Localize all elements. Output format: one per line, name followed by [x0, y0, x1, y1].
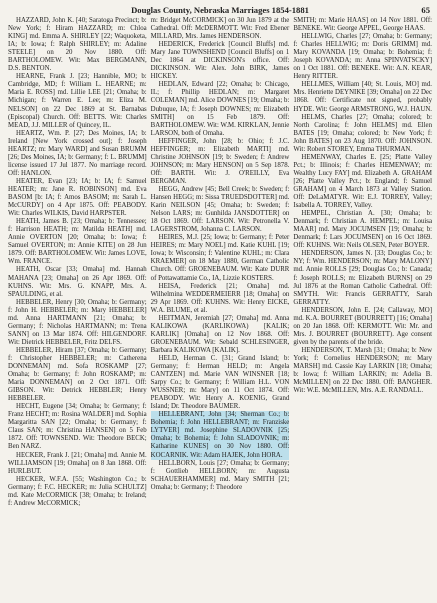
column-left — [8, 17, 147, 508]
marriage-entry: HEMENWAY, Charles E. [25; Platte Valley Pct.; b: Illinois; f: Charles HEMENWAY; m: Wealthy Lucy FAY] md. Elizabeth A. GRAHAM [26; Platte Valley Pct.; b: England; f: Samuel GRAHAM] on 4 March 1873 at Valley Station. Off: DeLaMATYR. Wit: E.J. TORREY, Valley; Isabella A. TORREY, Valley. — [293, 153, 433, 210]
marriage-entry: HELLWIG, Charles [27; Omaha; b: Germany; f: Charles HELLWIG; m: Doris GRIMM] md. Mary KOVANDA [19; Omaha; b: Bohemia; f: Joseph KOVANDA; m: Anna SPINVATSCKY] on 1 Oct 1881. Off: BENEKE. Wit: A.N. KEAR, Henry RITTER. — [293, 33, 433, 81]
marriage-entry: HAZZARD, John K. [40; Saratoga Precinct; b: New York; f: Hiram HAZZARD; m: Chloa KING] md. Emma A. SHIRLEY [22; Waquoketa, IA; b: Iowa; f: Ralph SHIRLEY; m: Adaline STEELE] on 20 Nov 1880. Off: BARTHOLOMEW. Wit: Max BERGMANN, D.S. BENTON. — [8, 17, 147, 73]
marriage-entry: HEATH, Oscar [33; Omaha] md. Hannah MAHANA [23; Omaha] on 26 Apr 1869. Off: KUHNS. Wit: Mrs. G. KNAPP, Mrs. A. SPAULDING, et al. — [8, 266, 147, 298]
marriage-entry: HENDERSON, James N. [33; Douglas Co.; b: NY; f: Wm. HENDERSON; m: Mary MALONY] md. Annie ROLLS [29; Douglas Co.; b: Canada; f: Joseph ROLLS; m: Elizabeth BURNS] on 29 Jul 1876 at the Roman Catholic Cathedral. Off: SMYTH. Wit: Francis GERRATTY, Sarah GERRATTY. — [293, 250, 433, 306]
highlighted-marriage-entry: HELLEBRANT, John [34; Sherman Co.; b: Bohemia; f: John HELLEBRANT; m: Franziske LYTVER] md. Josephine SLADOVNIK [25; Omaha; b: Bohemia; f: John SLADOVNIK; m: Katharine KUNES] on 30 Nov 1880. Off: KOCARNIK. Wit: Adam HAJEK, John HORA. — [150, 411, 290, 459]
marriage-entry: HEDERICK, Frederick [Council Bluffs] md. Mary Jane TOWNSHEND [Council Bluffs] on 1 Dec 1864 at DICKINSON's office. Off: DICKINSON. Wit: Alex. John BIRK, James HICKEY. — [150, 41, 290, 81]
marriage-entry: HEITMAN, Jeremiah [27; Omaha] md. Anna KALIKOWA (KARLIKOWA) [KALIK; KARLIK] [Omaha] on 12 Nov 1868. Off: GROENEBAUM. Wit: Sebald SCHLESINGER, Barbara KALIKOWA [KALIK]. — [150, 314, 290, 354]
marriage-entry: HEARTZ, Wm. P. [27; Des Moines, IA; b: Ireland [New York crossed out]; f: Joseph HEARTZ; m: Mary WARD] and Susan BRUMM [26; Des Moines, IA; b: Germany; f: L. BRUMM] license issued 17 Jul 1877. No marriage record. Off: HANLON. — [8, 129, 147, 177]
marriage-entry: HELLBORN, Louis [27; Omaha; b: Germany; f: Gottlieb HELLBORN; m: Augusta SCHAUERHAMMER] md. Mary SMITH [21; Omaha; b: Germany; f: Theodore — [150, 459, 290, 491]
marriage-entry: HEIRES, M.J. [25; Iowa; b: Germany; f: Peter HEIRES; m: Mary NOEL] md. Katie KUHL [19; Iowa; b: Wisconsin; f: Valentine KUHL; m: Clara KRAEMER] on 18 May 1880, German Catholic Church. Off: GROENEBAUM. Wit: Kate DURR of Pottawattamie Co., IA, Lizzie KOSTERS. — [150, 234, 290, 282]
column-middle — [151, 17, 290, 508]
marriage-entry: HEMPEL, Christian A. [30; Omaha; b: Denmark; f: Christian A. HEMPEL; m: Louisa MAAR] md. Mary JOCUMSEN [19; Omaha; b: Denmark; f: Lars JOCUMSEN] on 16 Oct 1869. Off: KUHNS. Wit: Neils OLSEN, Peter BOYER. — [293, 210, 433, 250]
marriage-entry: HELD, Herman C. [31; Grand Island; b: Germany; f: Herman HELD; m: Angela CANTZEN] md. Marie VAN WINSNER [18; Sarpy Co.; b: Germany; f: William H.L. VON WUSSNER; m: Mary] on 11 Oct 1874. Off: PEABODY. Wit: Henry A. KOENIG, Grand Island; Dr. Theodore BAUMER. — [150, 354, 290, 411]
marriage-entry: HELMS, Charles [27; Omaha; colored; b: North Carolina; f: John HELMS] md. Ellen BATES [19; Omaha; colored; b: New York; f: John BATES] on 23 Aug 1870. Off: JOHNSON. Wit: Robert STOREY, Emma THURMAN. — [293, 113, 433, 153]
marriage-entry: HEFFINGER, John [28; b: Ohio; f: J.C. HEFFINGER; m: Elizabeth MARTI] md. Christine JOHNSON [19; b: Sweden; f: Andrew JOHNSON; m: Mary HENSON] on 5 Sep 1878. Off: BARTH. Wit: J. O'REILLY, Eva BERGMAN. — [150, 137, 290, 185]
marriage-entry: HENDERSON, John E. [24; Callaway, MO] md. K.A. BOURRET (BOURRETT) [16; Omaha] on 20 Jan 1868. Off: KERMOTT. Wit: Mr. and Mrs. J. BOURRET (BOURRETT). Age consent given by the parents of the bride. — [293, 306, 433, 346]
marriage-entry: HELLMES, William [40; St. Louis, MO] md. Mrs. Henriette DEYNIKE [39; Omaha] on 22 Dec 1868. Off: Certificate not signed, probably HYDE. Wit: George ARMSTRONG, W.J. HAUN. — [293, 81, 433, 113]
marriage-entry: HEBBELER, Hiram [37; Omaha; b: Germany; f: Christopher HEBBELER; m: Catherena DONNEMAN] md. Sofa ROSKAMP [27; Omaha; b: Germany; f: John ROSKAMP; m: Maria DONNEMAN] on 2 Oct 1871. Off: GIBSON. Wit: Detrick HEBBLER; Henry HEBBELER. — [8, 346, 147, 403]
marriage-entry: HECKER, Frank J. [21; Omaha] md. Annie M. WILLIAMSON [19; Omaha] on 8 Jan 1868. Off: HURLBUT. — [8, 451, 147, 475]
marriage-entry: m: Bridget McCORMICK] on 30 Jun 1879 at the Cathedral. Off: McDERMOTT. Wit: Fred Ebener MILLARD, Mrs. James HENDERSON. — [150, 17, 290, 41]
marriage-entry: HEISA, Frederick [21; Omaha] md. Wilhelmina WEDDERMEIERR [18; Omaha] on 29 Apr 1869. Off: KUHNS. Wit: Henry EICKE, W.A. BLUME, et al. — [150, 282, 290, 314]
marriage-entry: HEATER, Evan [23; IA; b: IA; f: Samuel HEATER; m: Jane R. ROBINSON] md. Eva BASOM [b: IA; f: Amos BASOM; m: Sarah L. McCURDY] on 4 Apr 1875. Off: PEABODY. Wit: Charles WILKIS, David HARPSTER. — [8, 177, 147, 218]
page-number: 65 — [421, 5, 430, 15]
marriage-entry: HECKER, W.F.A. [55; Washington Co.; b: Germany; f: F.C. HECKER; m: Julia SCHULTZ] md. Kate McCORMICK [38; Omaha; b: Ireland; f: Andrew McCORMICK; — [8, 475, 147, 507]
marriage-entry: HEARNE, Frank J. [23; Hannible, MO; b: Cambridge, MD; f: William L. HEARNE; m: Maria E. ROSS] md. Lillie LEE [21; Omaha; b: Michigan; f: Warren E. Lee; m: Eliza M. NELSON] on 22 Dec 1869 at St. Barnabas (Episcopal) Church. Off: BETTS. Wit: Charles MEAD, J.J. MILLER of Quincey, IL. — [8, 73, 147, 129]
running-title: Douglas County, Nebraska Marriages 1854-1881 — [131, 5, 309, 15]
page-header — [8, 3, 432, 17]
marriage-entry: HEGG, Andrew [45; Bell Creek; b: Sweden; f: Hansen HEGG; m: Sissa TRUEDSDOTTER] md. Karin NEILSON [45; Omaha; b: Sweden; f: Nelson LARS; m: Gunhilda JANSDOTTER] on 18 Oct 1869. Off: LARSON. Wit: Petronella V. LAGERSTROM, Johanna C. LARSON. — [150, 185, 290, 234]
marriage-entry: HEATH, James B. [23; Omaha; b: Tennessee; f: Harrison HEATH; m: Matilda HEATH] md. Annie OVERTON [20; Omaha; b: Iowa; f: Samuel OVERTON; m: Annie KITE] on 28 Jun 1879. Off: BARTHOLOMEW. Wit: James LOVE, Wm. FRANCE. — [8, 218, 147, 266]
marriage-entry: HENDERSON, T. Marsh [31; Omaha; b: New York; f: Cornelius HENDERSON; m: Mary MARSH] md. Cassie Kay LARKIN [18; Omaha; b: Iowa; f: William LARKIN; m: Adelia B. McMILLEN] on 22 Dec 1880. Off: BANGHER. Wit: W.E. McMILLEN, Mrs. A.E. RANDALL. — [293, 346, 433, 395]
marriage-entry: SMITH; m: Marie HAAS] on 14 Nov 1881. Off: BENEKE. Wit: George APPEL, George HAAS. — [293, 17, 433, 33]
marriage-entry: HECHT, Eugene [34; Omaha; b: Germany; f: Franz HECHT; m: Rosina WALDER] md. Sophia Margaritta SAN [22; Omaha; b: Germany; f: Claus SAN; m: Christina HANSEN] on 5 Feb 1872. Off: TOWNSEND. Wit: Theodore BECK; Ben NARZ. — [8, 403, 147, 451]
marriage-entry: HEDLAN, Edward [22; Omaha; b: Chicago, IL; f: Phillip HEDLAN; m: Margaret COLEMAN] md. Alice DOWNES [19; Omaha; b: Dubuque, IA; f: Joseph DOWNES; m: Elizabeth SMITH] on 15 Feb 1879. Off: BARTHOLOMEW. Wit: W.M. KIRKLAN, Jennie LARSON, both of Omaha. — [150, 81, 290, 137]
text-columns — [8, 17, 432, 508]
marriage-entry: HEBBELER, Henry [30; Omaha; b: Germany; f: John H. HEBBELER; m: Mary HEBBELER] md. Anna HARTMANN [21; Omaha; b: Germany; f: Nicholas HARTMANN; m: Trena SANN] on 13 Mar 1874. Off: HILGENDORF. Wit: Dietrick HEBBELER, Fritz DELFS. — [8, 298, 147, 346]
column-right — [293, 17, 432, 508]
